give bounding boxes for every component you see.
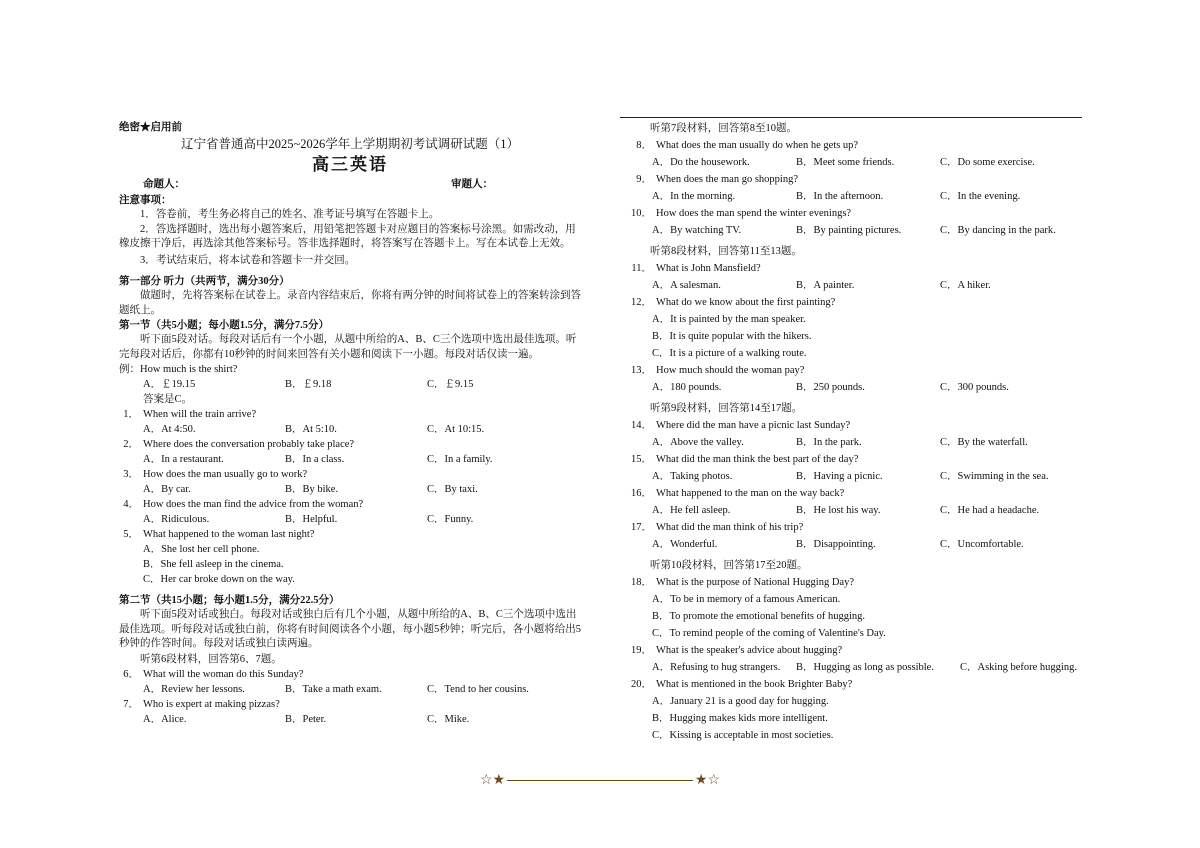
material-7-instruction: 听第7段材料，回答第8至10题。 [650,123,797,134]
option-c: C．In a family. [427,454,493,465]
option-b: B．By bike. [285,484,339,495]
header-rule [620,117,1082,118]
question-13: 13． How much should the woman pay? A．180 pounds. B．250 pounds. C．300 pounds. [630,362,1082,396]
option-a: A．By car. [143,484,191,495]
option-a: A．Taking photos. [652,471,733,482]
option-a: A．￡19.15 [143,379,196,390]
option-a: A．January 21 is a good day for hugging. [652,696,829,707]
option-c: C．￡9.15 [427,379,474,390]
question-text: Where did the man have a picnic last Sunday? [656,420,851,431]
question-9: 9． When does the man go shopping? A．In the morning. B．In the afternoon. C．In the evening. [630,171,1082,205]
example-answer: 答案是C。 [143,394,193,405]
option-c: C．A hiker. [940,280,991,291]
option-c: C．Uncomfortable. [940,539,1024,550]
question-text: What is the purpose of National Hugging Day? [656,577,854,588]
note-3: 3．考试结束后，将本试卷和答题卡一并交回。 [140,254,356,266]
option-c: C．He had a headache. [940,505,1040,516]
question-2: 2． Where does the conversation probably take place? A．In a restaurant. B．In a class. C．In a family. [123,439,493,465]
option-b: B．Peter. [285,713,327,725]
option-c: C．Swimming in the sea. [940,471,1049,482]
question-text: What is the speaker's advice about hugging? [656,645,843,656]
option-a: A．A salesman. [652,280,721,291]
option-b: B．250 pounds. [796,382,865,393]
option-b: B．He lost his way. [796,505,881,516]
question-text: How does the man find the advice from the woman? [143,499,364,510]
option-a: A．She lost her cell phone. [143,544,260,555]
question-20: 20． What is mentioned in the book Brighter Baby? A．January 21 is a good day for hugging. B．Hugging makes kids more intelligent. C．Kissing is acceptable in most societies. [630,676,1082,744]
option-b: B．Having a picnic. [796,471,883,482]
option-b: B．Disappointing. [796,539,876,550]
subject-title: 高三英语 [312,155,388,174]
option-c: C．To remind people of the coming of Valentine's Day. [652,628,886,639]
question-text: When does the man go shopping? [656,174,799,185]
option-a: A．By watching TV. [652,225,742,236]
option-b: B．To promote the emotional benefits of hugging. [652,611,866,622]
example-options [119,377,581,392]
part1-heading: 第一部分 听力（共两节，满分30分） [119,276,290,287]
question-4: 4． How does the man find the advice from the woman? A．Ridiculous. B．Helpful. C．Funny. [123,499,474,525]
option-a: A．180 pounds. [652,382,722,393]
question-19: 19． What is the speaker's advice about hugging? A．Refusing to hug strangers. B．Hugging as long as possible. C．Asking before hugging. [630,642,1082,676]
question-text: Where does the conversation probably take place? [143,439,355,450]
question-15: 15． What did the man think the best part of the day? A．Taking photos. B．Having a picnic. C．Swimming in the sea. [630,451,1082,485]
option-a: A．In a restaurant. [143,454,224,465]
question-text: How does the man usually go to work? [143,469,308,480]
option-b: B．￡9.18 [285,379,332,390]
option-c: C．Her car broke down on the way. [143,574,295,585]
material-8-instruction: 听第8段材料，回答第11至13题。 [650,246,802,257]
question-text: What did the man think of his trip? [656,522,804,533]
question-text: What is John Mansfield? [656,263,761,274]
question-text: What will the woman do this Sunday? [143,668,304,680]
exam-title: 辽宁省普通高中2025~2026学年上学期期初考试调研试题（1） [180,137,519,151]
option-b: B．In the park. [796,437,862,448]
question-text: When will the train arrive? [143,409,257,420]
option-a: A．He fell asleep. [652,505,731,516]
option-b: B．Take a math exam. [285,683,382,695]
option-a: A．To be in memory of a famous American. [652,594,841,605]
star-ornament-right-icon: ★☆ [694,772,720,788]
option-b: B．Hugging makes kids more intelligent. [652,713,828,724]
question-11: 11． What is John Mansfield? A．A salesman. B．A painter. C．A hiker. [630,260,1082,294]
question-text: What happened to the woman last night? [143,529,315,540]
question-text: What is mentioned in the book Brighter Baby? [656,679,853,690]
question-5: 5． What happened to the woman last night? A．She lost her cell phone. B．She fell asleep in the cinema. C．Her car broke down on the way. [119,527,581,587]
left-column [119,120,581,727]
question-text: What do we know about the first painting? [656,297,836,308]
option-b: B．Meet some friends. [796,157,895,168]
option-c: C．It is a picture of a walking route. [652,348,807,359]
option-a: A．Refusing to hug strangers. [652,662,781,673]
material-9-instruction: 听第9段材料，回答第14至17题。 [650,403,803,414]
option-c: C．By dancing in the park. [940,225,1056,236]
option-a: A．Wonderful. [652,539,718,550]
makers-row [119,177,581,193]
option-b: B．In the afternoon. [796,191,884,202]
option-c: C．Kissing is acceptable in most societies. [652,730,834,741]
question-7: 7． Who is expert at making pizzas? A．Alice. B．Peter. C．Mike. [123,698,470,725]
question-18: 18． What is the purpose of National Hugging Day? A．To be in memory of a famous American. B．To promote the emotional benefits of hugging. C．To remind people of the coming of Valentine's Day. [630,574,1082,642]
option-c: C．By taxi. [427,484,478,495]
sec2-intro: 听下面5段对话或独白。每段对话或独白后有几个小题，从题中所给的A、B、C三个选项中选出最佳选项。听每段对话或独白前，你将有时间阅读各个小题，每小题5秒钟；听完后，各小题将给出5秒钟的作答时间。每段对话或独白读两遍。 [119,609,581,649]
material-6-instruction: 听第6段材料，回答第6、7题。 [140,653,282,665]
option-c: C．By the waterfall. [940,437,1028,448]
question-text: How does the man spend the winter evenings? [656,208,852,219]
option-a: A．In the morning. [652,191,736,202]
question-text: What does the man usually do when he gets up? [656,140,859,151]
secret-label: 绝密★启用前 [119,122,182,133]
option-c: C．Asking before hugging. [960,662,1077,673]
option-b: B．At 5:10. [285,424,337,435]
question-10: 10． How does the man spend the winter evenings? A．By watching TV. B．By painting pictures. C．By dancing in the park. [630,205,1082,239]
option-c: C．In the evening. [940,191,1021,202]
option-c: C．Mike. [427,713,470,725]
option-a: A．It is painted by the man speaker. [652,314,806,325]
question-17: 17． What did the man think of his trip? A．Wonderful. B．Disappointing. C．Uncomfortable. [630,519,1082,553]
option-a: A．Ridiculous. [143,514,210,525]
option-b: B．It is quite popular with the hikers. [652,331,812,342]
sec2-heading: 第二节（共15小题；每小题1.5分，满分22.5分） [119,595,340,606]
option-a: A．Review her lessons. [143,683,245,695]
option-c: C．At 10:15. [427,424,485,435]
reviewer-label: 审题人： [451,179,493,190]
part1-intro: 做题时，先将答案标在试卷上。录音内容结束后，你将有两分钟的时间将试卷上的答案转涂到答题纸上。 [119,290,581,316]
note-2: 2．答选择题时，选出每小题答案后，用铅笔把答题卡对应题目的答案标号涂黑。如需改动，用橡皮擦干净后，再选涂其他答案标号。答非选择题时，将答案写在答题卡上。写在本试卷上无效。 [119,223,576,249]
option-c: C．300 pounds. [940,382,1009,393]
option-b: B．She fell asleep in the cinema. [143,559,284,570]
option-c: C．Funny. [427,514,474,525]
option-a: A．Above the valley. [652,437,744,448]
option-c: C．Tend to her cousins. [427,683,529,695]
option-b: B．Hugging as long as possible. [796,662,934,673]
question-text: What happened to the man on the way back? [656,488,845,499]
notes-heading: 注意事项： [119,195,172,206]
sec1-heading: 第一节（共5小题；每小题1.5分，满分7.5分） [119,320,329,331]
footer-ornament [480,771,720,789]
sec1-intro: 听下面5段对话。每段对话后有一个小题，从题中所给的A、B、C三个选项中选出最佳选项。听完每段对话后，你都有10秒钟的时间来回答有关小题和阅读下一小题。每段对话仅读一遍。 [119,334,577,360]
question-14: 14． Where did the man have a picnic last Sunday? A．Above the valley. B．In the park. C．By the waterfall. [630,417,1082,451]
option-c: C．Do some exercise. [940,157,1035,168]
material-10-instruction: 听第10段材料，回答第17至20题。 [650,560,808,571]
question-text: What did the man think the best part of the day? [656,454,859,465]
right-column [630,120,1082,744]
option-b: B．Helpful. [285,514,338,525]
setter-label: 命题人： [143,179,185,190]
example-question: 例：How much is the shirt? [119,364,238,375]
option-b: B．In a class. [285,454,345,465]
question-text: Who is expert at making pizzas? [143,698,280,710]
option-a: A．At 4:50. [143,424,196,435]
option-b: B．A painter. [796,280,855,291]
option-a: A．Do the housework. [652,157,750,168]
question-6: 6． What will the woman do this Sunday? A．Review her lessons. B．Take a math exam. C．Tend to her cousins. [123,668,529,695]
option-a: A．Alice. [143,713,187,725]
note-1: 1．答卷前，考生务必将自己的姓名、准考证号填写在答题卡上。 [140,209,440,220]
question-16: 16． What happened to the man on the way back? A．He fell asleep. B．He lost his way. C．He had a headache. [630,485,1082,519]
footer-line [507,780,693,781]
star-ornament-left-icon: ☆★ [480,772,506,788]
question-1: 1． When will the train arrive? A．At 4:50. B．At 5:10. C．At 10:15. [123,409,485,435]
question-8: 8． What does the man usually do when he gets up? A．Do the housework. B．Meet some friends. C．Do some exercise. [630,137,1082,171]
question-text: How much should the woman pay? [656,365,805,376]
option-b: B．By painting pictures. [796,225,902,236]
question-3: 3． How does the man usually go to work? A．By car. B．By bike. C．By taxi. [123,469,478,495]
question-12: 12． What do we know about the first painting? A．It is painted by the man speaker. B．It is quite popular with the hikers. C．It is a picture of a walking route. [630,294,1082,362]
